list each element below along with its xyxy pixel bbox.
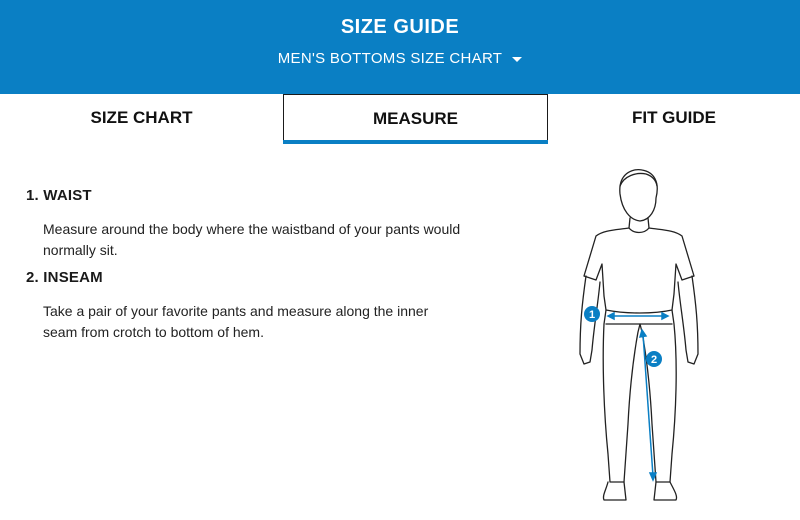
- step-1-text: Measure around the body where the waistband of your pants would normally sit.: [43, 221, 461, 258]
- waist-marker: [584, 306, 600, 322]
- chart-type-label: MEN'S BOTTOMS SIZE CHART: [277, 50, 503, 67]
- size-guide-header: [0, 0, 800, 94]
- chart-type-dropdown[interactable]: [0, 50, 800, 67]
- step-1-number: 1.: [26, 187, 39, 204]
- step-2-heading: [26, 269, 103, 286]
- man-figure-drawing: [550, 164, 740, 514]
- measurement-illustration: [550, 164, 740, 514]
- active-tab-indicator: [283, 140, 548, 144]
- svg-text:1: 1: [588, 309, 596, 321]
- step-1-heading: [26, 187, 92, 204]
- step-1-title: WAIST: [43, 187, 92, 204]
- inseam-marker: [646, 351, 662, 367]
- tab-size-chart[interactable]: SIZE CHART: [90, 108, 193, 127]
- step-2-number: 2.: [26, 269, 39, 286]
- tab-fit-guide[interactable]: FIT GUIDE: [631, 108, 717, 127]
- page-title: SIZE GUIDE: [340, 16, 460, 38]
- svg-text:2: 2: [650, 354, 658, 366]
- tab-measure[interactable]: MEASURE: [283, 94, 548, 142]
- step-2-text: Take a pair of your favorite pants and measure along the inner seam from crotch to bottom of hem.: [43, 303, 429, 340]
- tab-bar: [0, 94, 800, 146]
- step-2-title: INSEAM: [43, 269, 103, 286]
- caret-down-icon: [512, 57, 522, 62]
